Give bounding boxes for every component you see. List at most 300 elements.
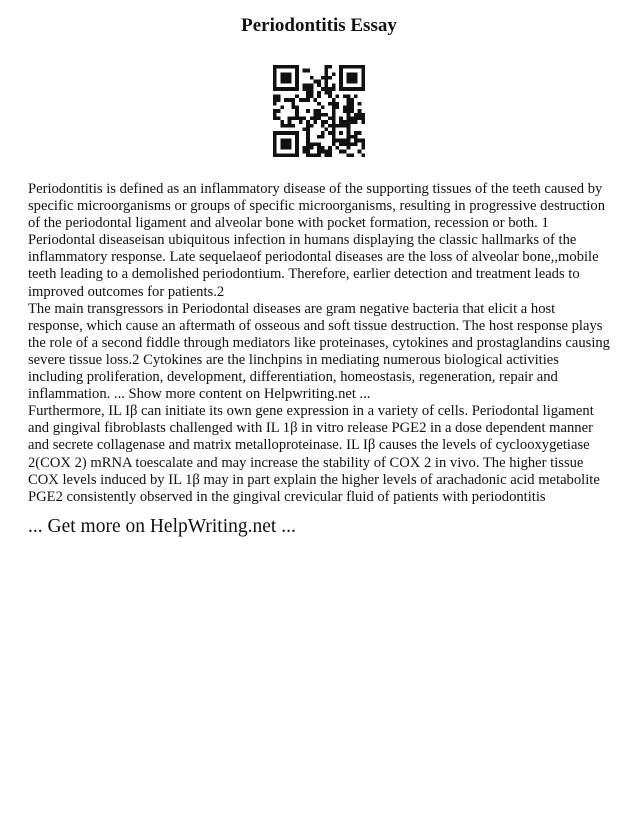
qr-module: [343, 87, 347, 91]
qr-module: [332, 113, 336, 117]
qr-module: [332, 117, 336, 121]
qr-module: [343, 150, 347, 154]
qr-module: [306, 139, 310, 143]
qr-module: [325, 150, 329, 154]
qr-module: [295, 146, 299, 150]
qr-module: [284, 76, 288, 80]
qr-module: [354, 113, 358, 117]
get-more-link[interactable]: ... Get more on HelpWriting.net ...: [28, 516, 296, 537]
qr-module: [288, 117, 292, 121]
qr-module: [284, 131, 288, 135]
qr-module: [354, 87, 358, 91]
qr-module: [325, 120, 329, 124]
qr-module: [302, 128, 306, 132]
qr-module: [273, 72, 277, 76]
qr-module: [350, 153, 354, 157]
essay-body: [28, 181, 612, 506]
qr-module: [291, 131, 295, 135]
qr-module: [302, 117, 306, 121]
qr-module: [288, 153, 292, 157]
qr-module: [354, 120, 358, 124]
qr-module: [347, 80, 351, 84]
qr-module: [321, 105, 325, 109]
qr-module: [354, 131, 358, 135]
qr-module: [350, 135, 354, 139]
qr-module: [350, 117, 354, 121]
qr-module: [295, 117, 299, 121]
qr-module: [277, 98, 281, 102]
qr-module: [347, 65, 351, 69]
qr-module: [350, 87, 354, 91]
qr-module: [302, 69, 306, 73]
qr-module: [295, 150, 299, 154]
qr-module: [361, 146, 365, 150]
qr-module: [295, 131, 299, 135]
qr-module: [284, 80, 288, 84]
qr-module: [350, 72, 354, 76]
qr-module: [277, 87, 281, 91]
qr-module: [277, 65, 281, 69]
qr-module: [332, 128, 336, 132]
qr-module: [288, 139, 292, 143]
qr-module: [354, 72, 358, 76]
qr-module: [347, 131, 351, 135]
qr-module: [295, 65, 299, 69]
qr-module: [291, 105, 295, 109]
qr-module: [325, 128, 329, 132]
qr-module: [339, 120, 343, 124]
qr-module: [339, 65, 343, 69]
qr-module: [310, 117, 314, 121]
qr-module: [284, 124, 288, 128]
qr-module: [361, 117, 365, 121]
paragraph-2: The main transgressors in Periodontal diseases are gram negative bacteria that elicit a host response, which cause an aftermath of osseous and soft tissue destruction. The host response plays the role of a second fiddle through mediators like proteinases, cytokines and prostaglandins causing severe tissue loss.2 Cytokines are the linchpins in mediating numerous biological activities including proliferation, development, differentiation, homeostasis, regeneration, repair and inflammation. ... Show more content on Helpwriting.net ...: [28, 300, 610, 403]
qr-module: [339, 117, 343, 121]
qr-module: [347, 87, 351, 91]
qr-module: [343, 139, 347, 143]
qr-module: [291, 102, 295, 106]
qr-module: [354, 76, 358, 80]
qr-module: [350, 109, 354, 113]
qr-module: [310, 153, 314, 157]
qr-module: [354, 139, 358, 143]
qr-module: [347, 146, 351, 150]
qr-module: [325, 91, 329, 95]
qr-module: [295, 87, 299, 91]
qr-module: [302, 146, 306, 150]
qr-module: [280, 76, 284, 80]
qr-module: [336, 124, 340, 128]
qr-module: [317, 146, 321, 150]
qr-module: [339, 124, 343, 128]
qr-module: [336, 105, 340, 109]
qr-module: [295, 83, 299, 87]
qr-module: [343, 124, 347, 128]
qr-module: [277, 109, 281, 113]
qr-module: [328, 87, 332, 91]
qr-module: [295, 153, 299, 157]
qr-module: [306, 120, 310, 124]
qr-module: [273, 94, 277, 98]
qr-module: [347, 128, 351, 132]
qr-module: [280, 87, 284, 91]
qr-module: [358, 150, 362, 154]
qr-module: [288, 65, 292, 69]
qr-module: [328, 131, 332, 135]
qr-module: [284, 98, 288, 102]
qr-module: [354, 117, 358, 121]
qr-module: [317, 113, 321, 117]
qr-module: [288, 98, 292, 102]
qr-module: [310, 76, 314, 80]
qr-module: [332, 124, 336, 128]
qr-module: [328, 146, 332, 150]
qr-module: [291, 65, 295, 69]
qr-module: [332, 102, 336, 106]
qr-module: [291, 117, 295, 121]
qr-module: [295, 113, 299, 117]
qr-module: [273, 87, 277, 91]
qr-module: [325, 87, 329, 91]
qr-module: [280, 65, 284, 69]
qr-module: [361, 72, 365, 76]
qr-module: [284, 87, 288, 91]
qr-module: [273, 102, 277, 106]
qr-module: [354, 65, 358, 69]
qr-module: [358, 117, 362, 121]
qr-module: [347, 135, 351, 139]
qr-module: [284, 72, 288, 76]
qr-module: [310, 87, 314, 91]
qr-module: [291, 153, 295, 157]
qr-module: [313, 120, 317, 124]
qr-module: [306, 131, 310, 135]
qr-module: [328, 124, 332, 128]
qr-module: [350, 102, 354, 106]
qr-module: [313, 117, 317, 121]
qr-module: [273, 76, 277, 80]
qr-module: [306, 135, 310, 139]
qr-module: [273, 65, 277, 69]
qr-module: [277, 153, 281, 157]
qr-module: [321, 124, 325, 128]
qr-module: [328, 153, 332, 157]
qr-module: [310, 83, 314, 87]
qr-module: [313, 98, 317, 102]
qr-module: [284, 142, 288, 146]
qr-module: [313, 142, 317, 146]
qr-module: [347, 113, 351, 117]
qr-module: [306, 109, 310, 113]
qr-module: [306, 153, 310, 157]
qr-module: [332, 142, 336, 146]
qr-module: [295, 105, 299, 109]
qr-module: [343, 109, 347, 113]
qr-module: [317, 135, 321, 139]
qr-module: [347, 117, 351, 121]
qr-module: [306, 150, 310, 154]
qr-module: [354, 94, 358, 98]
qr-module: [273, 146, 277, 150]
qr-module: [325, 69, 329, 73]
qr-module: [295, 109, 299, 113]
qr-module: [358, 65, 362, 69]
qr-module: [361, 139, 365, 143]
qr-module: [280, 124, 284, 128]
qr-module: [273, 153, 277, 157]
qr-module: [361, 83, 365, 87]
qr-module: [291, 87, 295, 91]
qr-module: [295, 80, 299, 84]
qr-module: [347, 94, 351, 98]
qr-module: [325, 80, 329, 84]
qr-module: [295, 142, 299, 146]
qr-module: [306, 98, 310, 102]
qr-module: [343, 120, 347, 124]
qr-module: [336, 102, 340, 106]
qr-module: [321, 87, 325, 91]
qr-module: [332, 83, 336, 87]
qr-module: [280, 139, 284, 143]
qr-module: [339, 83, 343, 87]
qr-module: [284, 146, 288, 150]
qr-module: [358, 139, 362, 143]
qr-module: [280, 105, 284, 109]
qr-module: [347, 105, 351, 109]
qr-module: [328, 91, 332, 95]
qr-module: [332, 72, 336, 76]
qr-module: [347, 153, 351, 157]
qr-module: [273, 117, 277, 121]
qr-module: [310, 142, 314, 146]
qr-module: [339, 150, 343, 154]
paragraph-3: Furthermore, IL Iβ can initiate its own gene expression in a variety of cells. Periodontal ligament and gingival fibroblasts challenged with IL 1β in vitro release PGE2 in a dose dependent manner and secrete collagenase and matrix metalloproteinase. IL Iβ causes the levels of cyclooxygetiase 2(COX 2) mRNA toescalate and may increase the stability of COX 2 in vivo. The higher tissue COX levels induced by IL 1β may in part explain the higher levels of arachadonic acid metabolite PGE2 consistently observed in the gingival crevicular fluid of patients with periodontitis: [28, 403, 600, 505]
qr-module: [358, 102, 362, 106]
qr-module: [343, 94, 347, 98]
qr-module: [313, 80, 317, 84]
qr-module: [295, 94, 299, 98]
qr-module: [317, 83, 321, 87]
qr-module: [302, 83, 306, 87]
qr-module: [328, 117, 332, 121]
qr-module: [291, 124, 295, 128]
qr-module: [273, 69, 277, 73]
qr-module: [332, 139, 336, 143]
qr-module: [310, 124, 314, 128]
qr-module: [302, 150, 306, 154]
qr-module: [321, 131, 325, 135]
qr-module: [321, 76, 325, 80]
qr-module: [288, 131, 292, 135]
qr-module: [273, 131, 277, 135]
qr-module: [317, 109, 321, 113]
qr-module: [306, 87, 310, 91]
qr-module: [325, 76, 329, 80]
qr-module: [317, 91, 321, 95]
qr-module: [347, 102, 351, 106]
qr-module: [328, 65, 332, 69]
qr-module: [317, 153, 321, 157]
qr-module: [295, 76, 299, 80]
qr-module: [347, 120, 351, 124]
qr-module: [273, 109, 277, 113]
qr-module: [347, 142, 351, 146]
qr-module: [280, 72, 284, 76]
qr-module: [358, 87, 362, 91]
qr-module: [358, 131, 362, 135]
qr-module: [328, 76, 332, 80]
qr-module: [295, 139, 299, 143]
qr-module: [310, 94, 314, 98]
qr-module: [288, 124, 292, 128]
qr-module: [350, 76, 354, 80]
qr-module: [361, 69, 365, 73]
qr-module: [288, 142, 292, 146]
qr-module: [295, 69, 299, 73]
qr-module: [325, 65, 329, 69]
qr-module: [288, 146, 292, 150]
qr-module: [273, 83, 277, 87]
qr-module: [306, 94, 310, 98]
qr-module: [361, 87, 365, 91]
qr-module: [288, 72, 292, 76]
qr-module: [280, 142, 284, 146]
qr-module: [336, 139, 340, 143]
qr-module: [317, 150, 321, 154]
qr-module: [288, 76, 292, 80]
qr-module: [361, 80, 365, 84]
qr-module: [350, 65, 354, 69]
qr-module: [310, 91, 314, 95]
qr-module: [332, 120, 336, 124]
qr-module: [361, 65, 365, 69]
qr-module: [332, 105, 336, 109]
qr-module: [321, 113, 325, 117]
qr-module: [332, 109, 336, 113]
qr-module: [291, 98, 295, 102]
qr-module: [358, 113, 362, 117]
qr-module: [332, 131, 336, 135]
paragraph-1: Periodontitis is defined as an inflammatory disease of the supporting tissues of the teeth caused by specific microorganisms or groups of specific microorganisms, resulting in progressive destruction of the periodontal ligament and alveolar bone with pocket formation, recession or both. 1 Periodontal diseaseisan ubiquitous infection in humans displaying the classic hallmarks of the inflammatory response. Late sequelaeof periodontal diseases are the loss of alveolar bone,,mobile teeth leading to a demolished periodontium. Therefore, earlier detection and treatment leads to improved outcomes for patients.2: [28, 181, 606, 300]
qr-module: [280, 80, 284, 84]
qr-module: [273, 139, 277, 143]
qr-module: [332, 135, 336, 139]
qr-module: [277, 117, 281, 121]
qr-module: [328, 150, 332, 154]
qr-module: [273, 80, 277, 84]
qr-module: [288, 80, 292, 84]
qr-module: [321, 120, 325, 124]
qr-module: [295, 72, 299, 76]
qr-module: [302, 98, 306, 102]
qr-module: [354, 135, 358, 139]
qr-module: [350, 98, 354, 102]
qr-module: [354, 80, 358, 84]
qr-module: [339, 76, 343, 80]
qr-module: [299, 120, 303, 124]
qr-module: [361, 113, 365, 117]
qr-module: [313, 109, 317, 113]
qr-module: [343, 105, 347, 109]
qr-code-graphic: [273, 65, 365, 157]
qr-module: [325, 153, 329, 157]
qr-module: [339, 131, 343, 135]
qr-module: [313, 113, 317, 117]
qr-module: [328, 94, 332, 98]
qr-module: [332, 87, 336, 91]
qr-module: [361, 153, 365, 157]
qr-module: [302, 87, 306, 91]
qr-module: [347, 124, 351, 128]
qr-module: [347, 98, 351, 102]
qr-module: [317, 142, 321, 146]
qr-module: [273, 135, 277, 139]
qr-module: [306, 146, 310, 150]
qr-module: [280, 146, 284, 150]
qr-code-icon: [273, 65, 365, 157]
qr-module: [284, 139, 288, 143]
qr-module: [343, 65, 347, 69]
qr-module: [343, 142, 347, 146]
qr-module: [273, 142, 277, 146]
qr-module: [317, 80, 321, 84]
qr-module: [347, 109, 351, 113]
qr-module: [339, 69, 343, 73]
qr-module: [339, 139, 343, 143]
qr-module: [310, 146, 314, 150]
qr-module: [284, 153, 288, 157]
qr-module: [273, 150, 277, 154]
qr-module: [321, 146, 325, 150]
qr-module: [354, 142, 358, 146]
qr-module: [325, 113, 329, 117]
qr-module: [350, 80, 354, 84]
qr-module: [306, 124, 310, 128]
qr-module: [347, 76, 351, 80]
qr-module: [288, 87, 292, 91]
qr-module: [347, 72, 351, 76]
qr-module: [339, 72, 343, 76]
qr-module: [350, 120, 354, 124]
qr-module: [347, 139, 351, 143]
qr-module: [321, 135, 325, 139]
qr-module: [284, 65, 288, 69]
qr-module: [273, 98, 277, 102]
qr-module: [295, 135, 299, 139]
qr-module: [280, 120, 284, 124]
qr-module: [277, 94, 281, 98]
page-title: Periodontitis Essay: [241, 15, 397, 36]
qr-module: [350, 105, 354, 109]
qr-module: [361, 142, 365, 146]
qr-module: [273, 113, 277, 117]
qr-module: [306, 69, 310, 73]
qr-module: [328, 102, 332, 106]
qr-module: [306, 142, 310, 146]
qr-module: [350, 142, 354, 146]
qr-module: [313, 153, 317, 157]
qr-module: [321, 150, 325, 154]
qr-module: [336, 146, 340, 150]
qr-module: [299, 117, 303, 121]
qr-module: [317, 94, 321, 98]
qr-module: [325, 83, 329, 87]
qr-module: [325, 72, 329, 76]
qr-module: [306, 91, 310, 95]
qr-module: [306, 83, 310, 87]
qr-module: [358, 109, 362, 113]
qr-module: [361, 120, 365, 124]
